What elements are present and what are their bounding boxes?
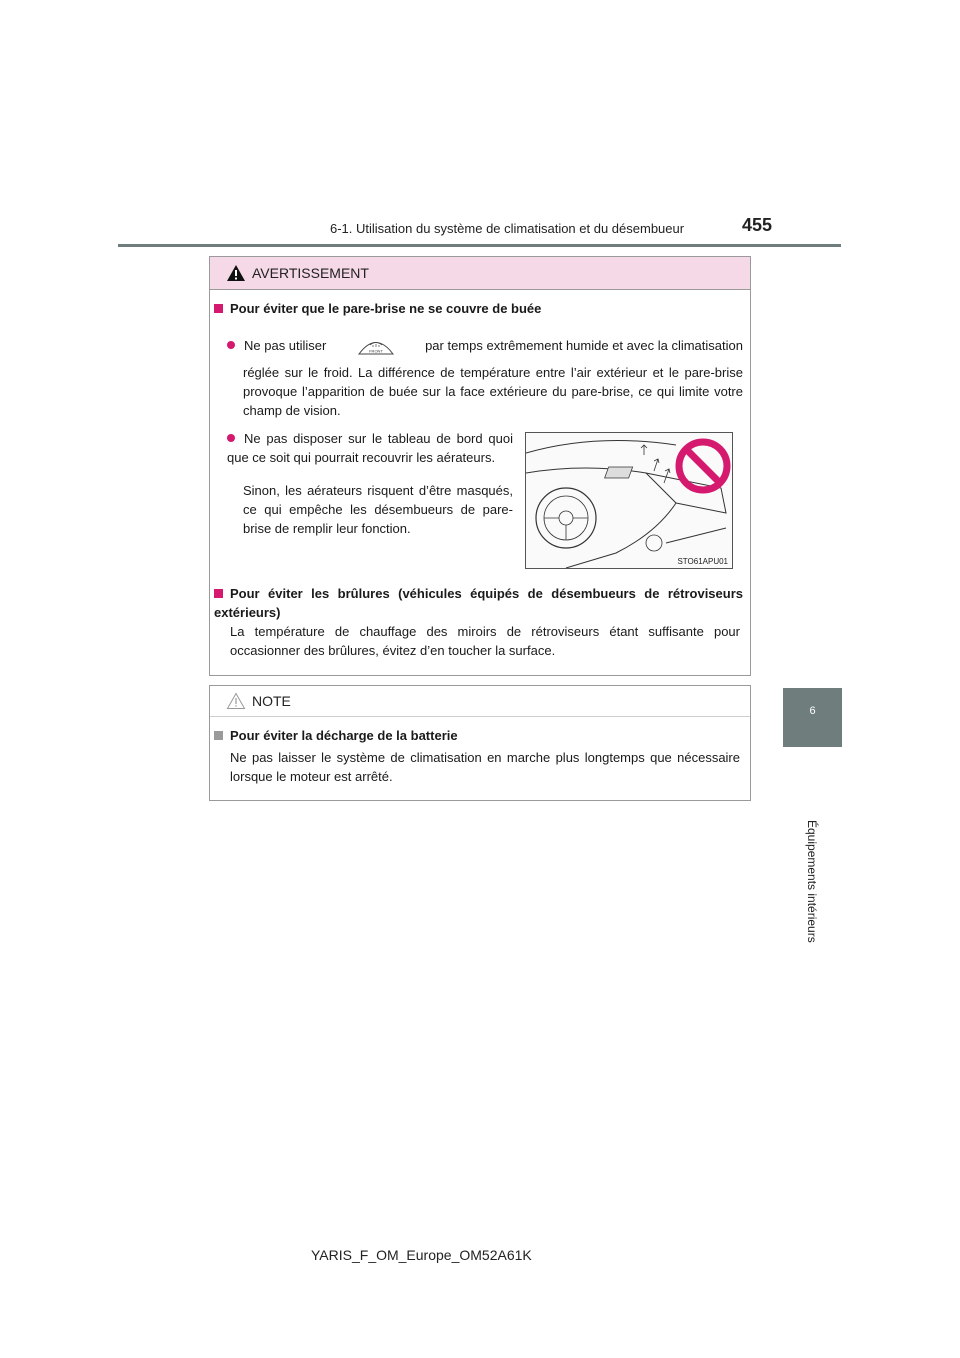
square-bullet-icon [214, 589, 223, 598]
warning-section-1-title: Pour éviter que le pare-brise ne se couvre de buée [214, 299, 541, 318]
note-title: Pour éviter la décharge de la batterie [214, 726, 458, 745]
section-title: 6-1. Utilisation du système de climatisation et du désembueur [330, 221, 685, 236]
button-icon-text: FRONT [368, 348, 383, 353]
chapter-label: Équipements intérieurs [805, 820, 819, 943]
page-number: 455 [742, 215, 773, 235]
warning-heading: AVERTISSEMENT [252, 265, 369, 281]
caution-outline-icon [226, 692, 246, 710]
square-bullet-icon [214, 304, 223, 313]
chapter-tab [783, 688, 842, 747]
round-bullet-icon [227, 341, 235, 349]
bullet-2-text: Ne pas disposer sur le tableau de bord quoi que ce soit qui pourrait recouvrir les aérateurs. [227, 431, 513, 465]
illustration-code: STO61APU01 [677, 557, 728, 566]
warning-header [210, 257, 750, 290]
note-body: Ne pas laisser le système de climatisation en marche plus longtemps que nécessaire lorsque le moteur est arrêté. [230, 750, 740, 784]
chapter-number: 6 [809, 705, 816, 717]
warning-triangle-icon [226, 264, 246, 282]
note-heading: NOTE [252, 693, 291, 709]
front-defogger-button-icon [358, 337, 394, 355]
square-bullet-icon [214, 731, 223, 740]
bullet-1-continuation: réglée sur le froid. La différence de température entre l’air extérieur et le pare-brise provoque l’apparition de buée sur la face extérieure du pare-brise, ce qui limite votre champ de vision. [243, 365, 743, 418]
warning-section-2-title: Pour éviter les brûlures (véhicules équipés de désembueurs de rétroviseurs extérieurs) [214, 586, 743, 620]
bullet-2-consequence: Sinon, les aérateurs risquent d’être masqués, ce qui empêche les désembueurs de pare-brise de remplir leur fonction. [243, 483, 513, 536]
header-rule [118, 244, 841, 247]
dashboard-vents-drawing [526, 433, 732, 568]
note-header [210, 686, 750, 717]
document-id: YARIS_F_OM_Europe_OM52A61K [311, 1247, 532, 1263]
round-bullet-icon [227, 434, 235, 442]
dashboard-illustration [525, 432, 733, 569]
bullet-1-first-line: Ne pas utiliser FRONT par temps extrêmement humide et avec la climatisation [227, 336, 743, 355]
prohibited-icon [679, 442, 727, 490]
warning-section-2-body: La température de chauffage des miroirs de rétroviseurs étant suffisante pour occasionner des brûlures, évitez d’en toucher la surface. [230, 624, 740, 658]
